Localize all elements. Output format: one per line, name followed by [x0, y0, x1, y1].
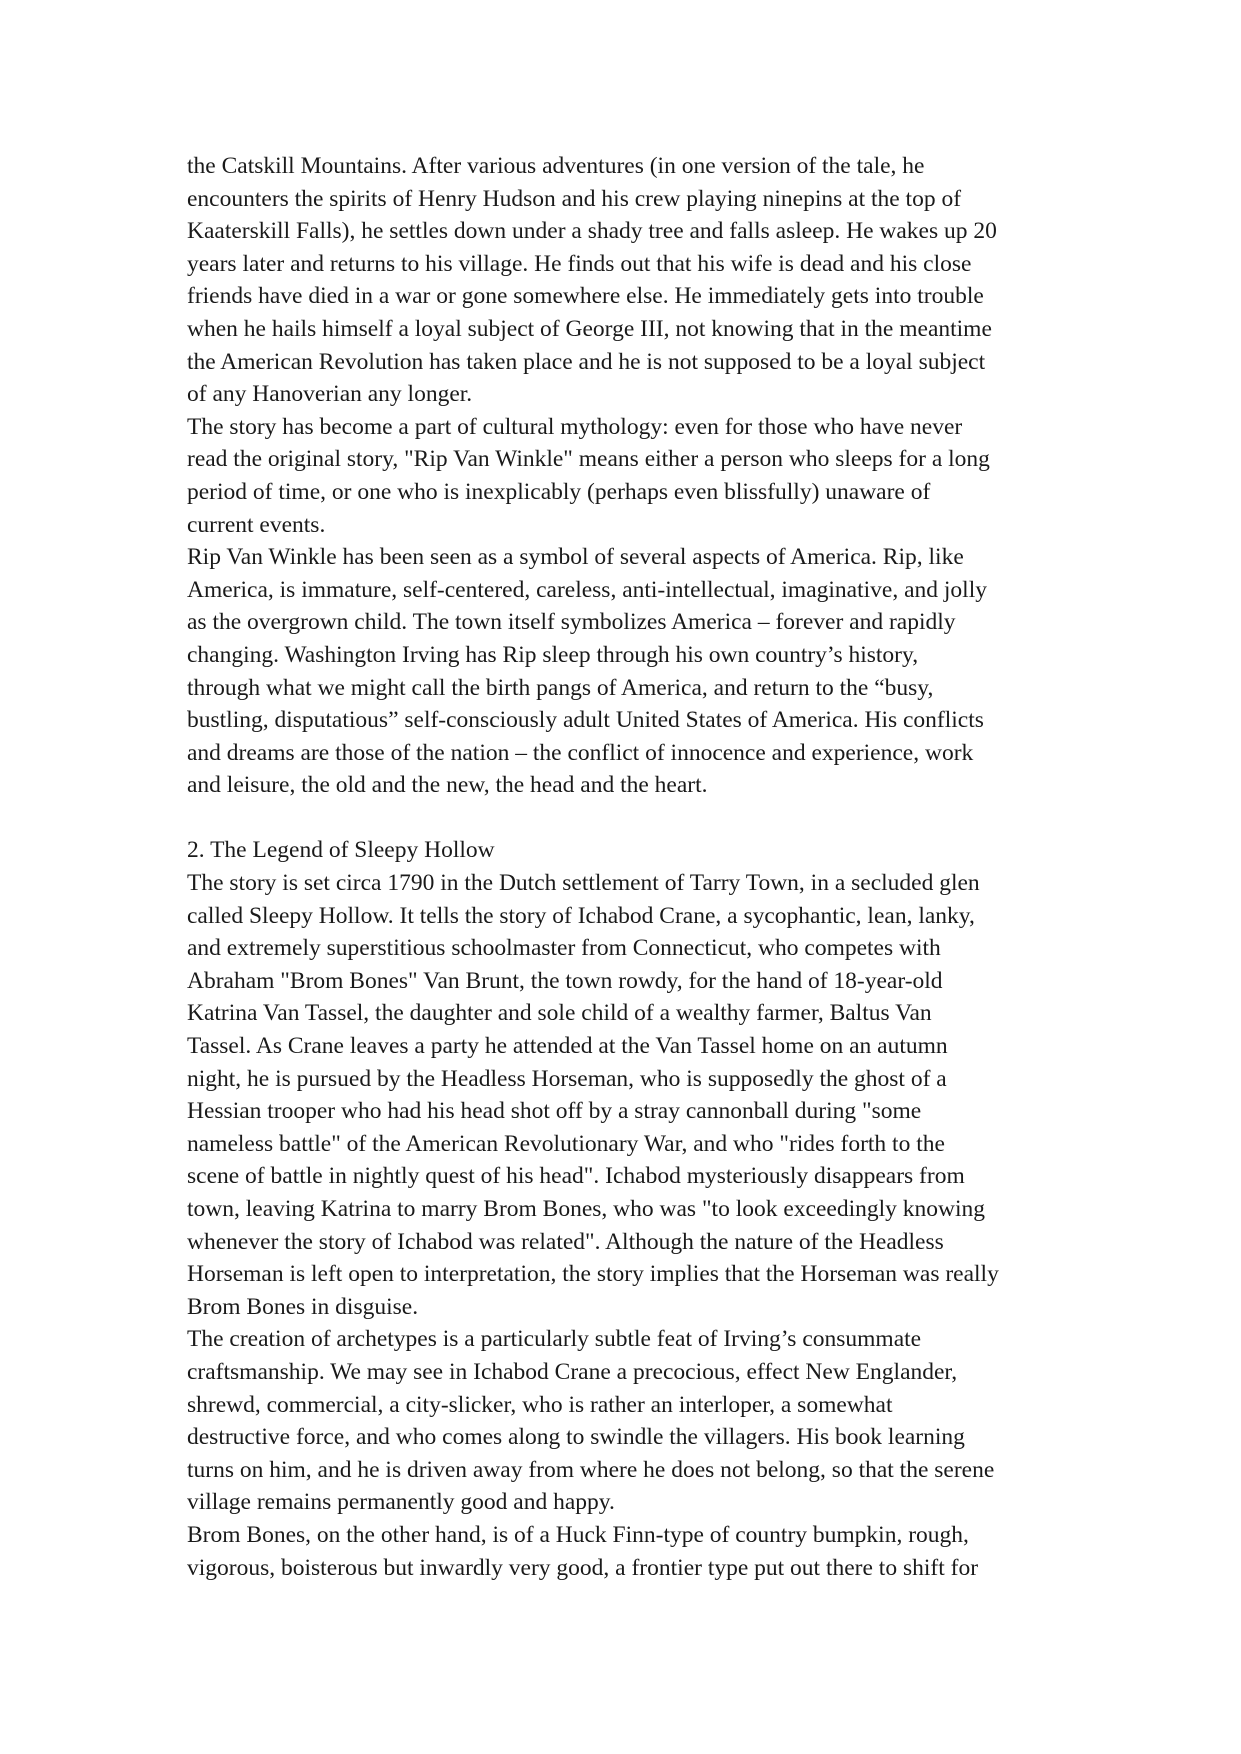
text-line: current events.: [187, 511, 326, 538]
text-line: Abraham "Brom Bones" Van Brunt, the town rowdy, for the hand of 18-year-old: [187, 967, 943, 994]
text-line: the American Revolution has taken place and he is not supposed to be a loyal subject: [187, 348, 986, 375]
text-line: and leisure, the old and the new, the head and the heart.: [187, 772, 708, 799]
text-line: changing. Washington Irving has Rip sleep through his own country’s history,: [187, 641, 919, 668]
text-line: and dreams are those of the nation – the conflict of innocence and experience, work: [187, 739, 974, 766]
text-line: turns on him, and he is driven away from where he does not belong, so that the serene: [187, 1456, 995, 1483]
text-line: Tassel. As Crane leaves a party he attended at the Van Tassel home on an autumn: [187, 1033, 948, 1060]
text-line: and extremely superstitious schoolmaster from Connecticut, who competes with: [187, 935, 941, 962]
text-line: the Catskill Mountains. After various adventures (in one version of the tale, he: [187, 153, 925, 179]
text-line: encounters the spirits of Henry Hudson and his crew playing ninepins at the top of: [187, 185, 962, 212]
text-line: years later and returns to his village. He finds out that his wife is dead and his close: [187, 250, 972, 277]
text-line: Katrina Van Tassel, the daughter and sole child of a wealthy farmer, Baltus Van: [187, 1000, 932, 1027]
text-line: as the overgrown child. The town itself symbolizes America – forever and rapidly: [187, 609, 956, 636]
text-line: Horseman is left open to interpretation, the story implies that the Horseman was really: [187, 1261, 999, 1288]
text-line: nameless battle" of the American Revolutionary War, and who "rides forth to the: [187, 1130, 945, 1157]
text-line: The story is set circa 1790 in the Dutch settlement of Tarry Town, in a secluded glen: [187, 870, 980, 897]
document-body-text: [187, 150, 1067, 1584]
text-line: The creation of archetypes is a particularly subtle feat of Irving’s consummate: [187, 1326, 922, 1353]
text-line: America, is immature, self-centered, careless, anti-intellectual, imaginative, and jolly: [187, 576, 987, 603]
text-line: The story has become a part of cultural mythology: even for those who have never: [187, 413, 963, 440]
text-line: night, he is pursued by the Headless Horseman, who is supposedly the ghost of a: [187, 1065, 947, 1092]
text-line: whenever the story of Ichabod was related". Although the nature of the Headless: [187, 1228, 944, 1255]
text-line: town, leaving Katrina to marry Brom Bones, who was "to look exceedingly knowing: [187, 1196, 986, 1222]
text-line: called Sleepy Hollow. It tells the story of Ichabod Crane, a sycophantic, lean, lanky,: [187, 902, 975, 929]
text-line: of any Hanoverian any longer.: [187, 381, 473, 408]
text-line: shrewd, commercial, a city-slicker, who is rather an interloper, a somewhat: [187, 1391, 893, 1418]
text-line: when he hails himself a loyal subject of George III, not knowing that in the meantime: [187, 315, 992, 342]
text-line: Brom Bones, on the other hand, is of a Huck Finn-type of country bumpkin, rough,: [187, 1521, 969, 1548]
text-line: bustling, disputatious” self-consciously adult United States of America. His conflicts: [187, 707, 984, 734]
text-line: Kaaterskill Falls), he settles down under a shady tree and falls asleep. He wakes up 20: [187, 218, 997, 245]
text-line: Brom Bones in disguise.: [187, 1293, 419, 1320]
blank-line: [187, 802, 1067, 835]
text-line: village remains permanently good and happy.: [187, 1489, 615, 1516]
text-line: period of time, or one who is inexplicably (perhaps even blissfully) unaware of: [187, 478, 931, 505]
text-line: through what we might call the birth pangs of America, and return to the “busy,: [187, 674, 934, 701]
text-line: read the original story, "Rip Van Winkle" means either a person who sleeps for a long: [187, 446, 990, 473]
section-heading: 2. The Legend of Sleepy Hollow: [187, 837, 495, 864]
text-line: Rip Van Winkle has been seen as a symbol of several aspects of America. Rip, like: [187, 544, 964, 571]
text-line: vigorous, boisterous but inwardly very good, a frontier type put out there to shift for: [187, 1554, 979, 1581]
text-line: craftsmanship. We may see in Ichabod Crane a precocious, effect New Englander,: [187, 1358, 958, 1385]
text-line: Hessian trooper who had his head shot off by a stray cannonball during "some: [187, 1098, 922, 1125]
text-line: friends have died in a war or gone somewhere else. He immediately gets into trouble: [187, 283, 984, 310]
text-line: destructive force, and who comes along to swindle the villagers. His book learning: [187, 1424, 965, 1451]
text-line: scene of battle in nightly quest of his head". Ichabod mysteriously disappears from: [187, 1163, 965, 1190]
